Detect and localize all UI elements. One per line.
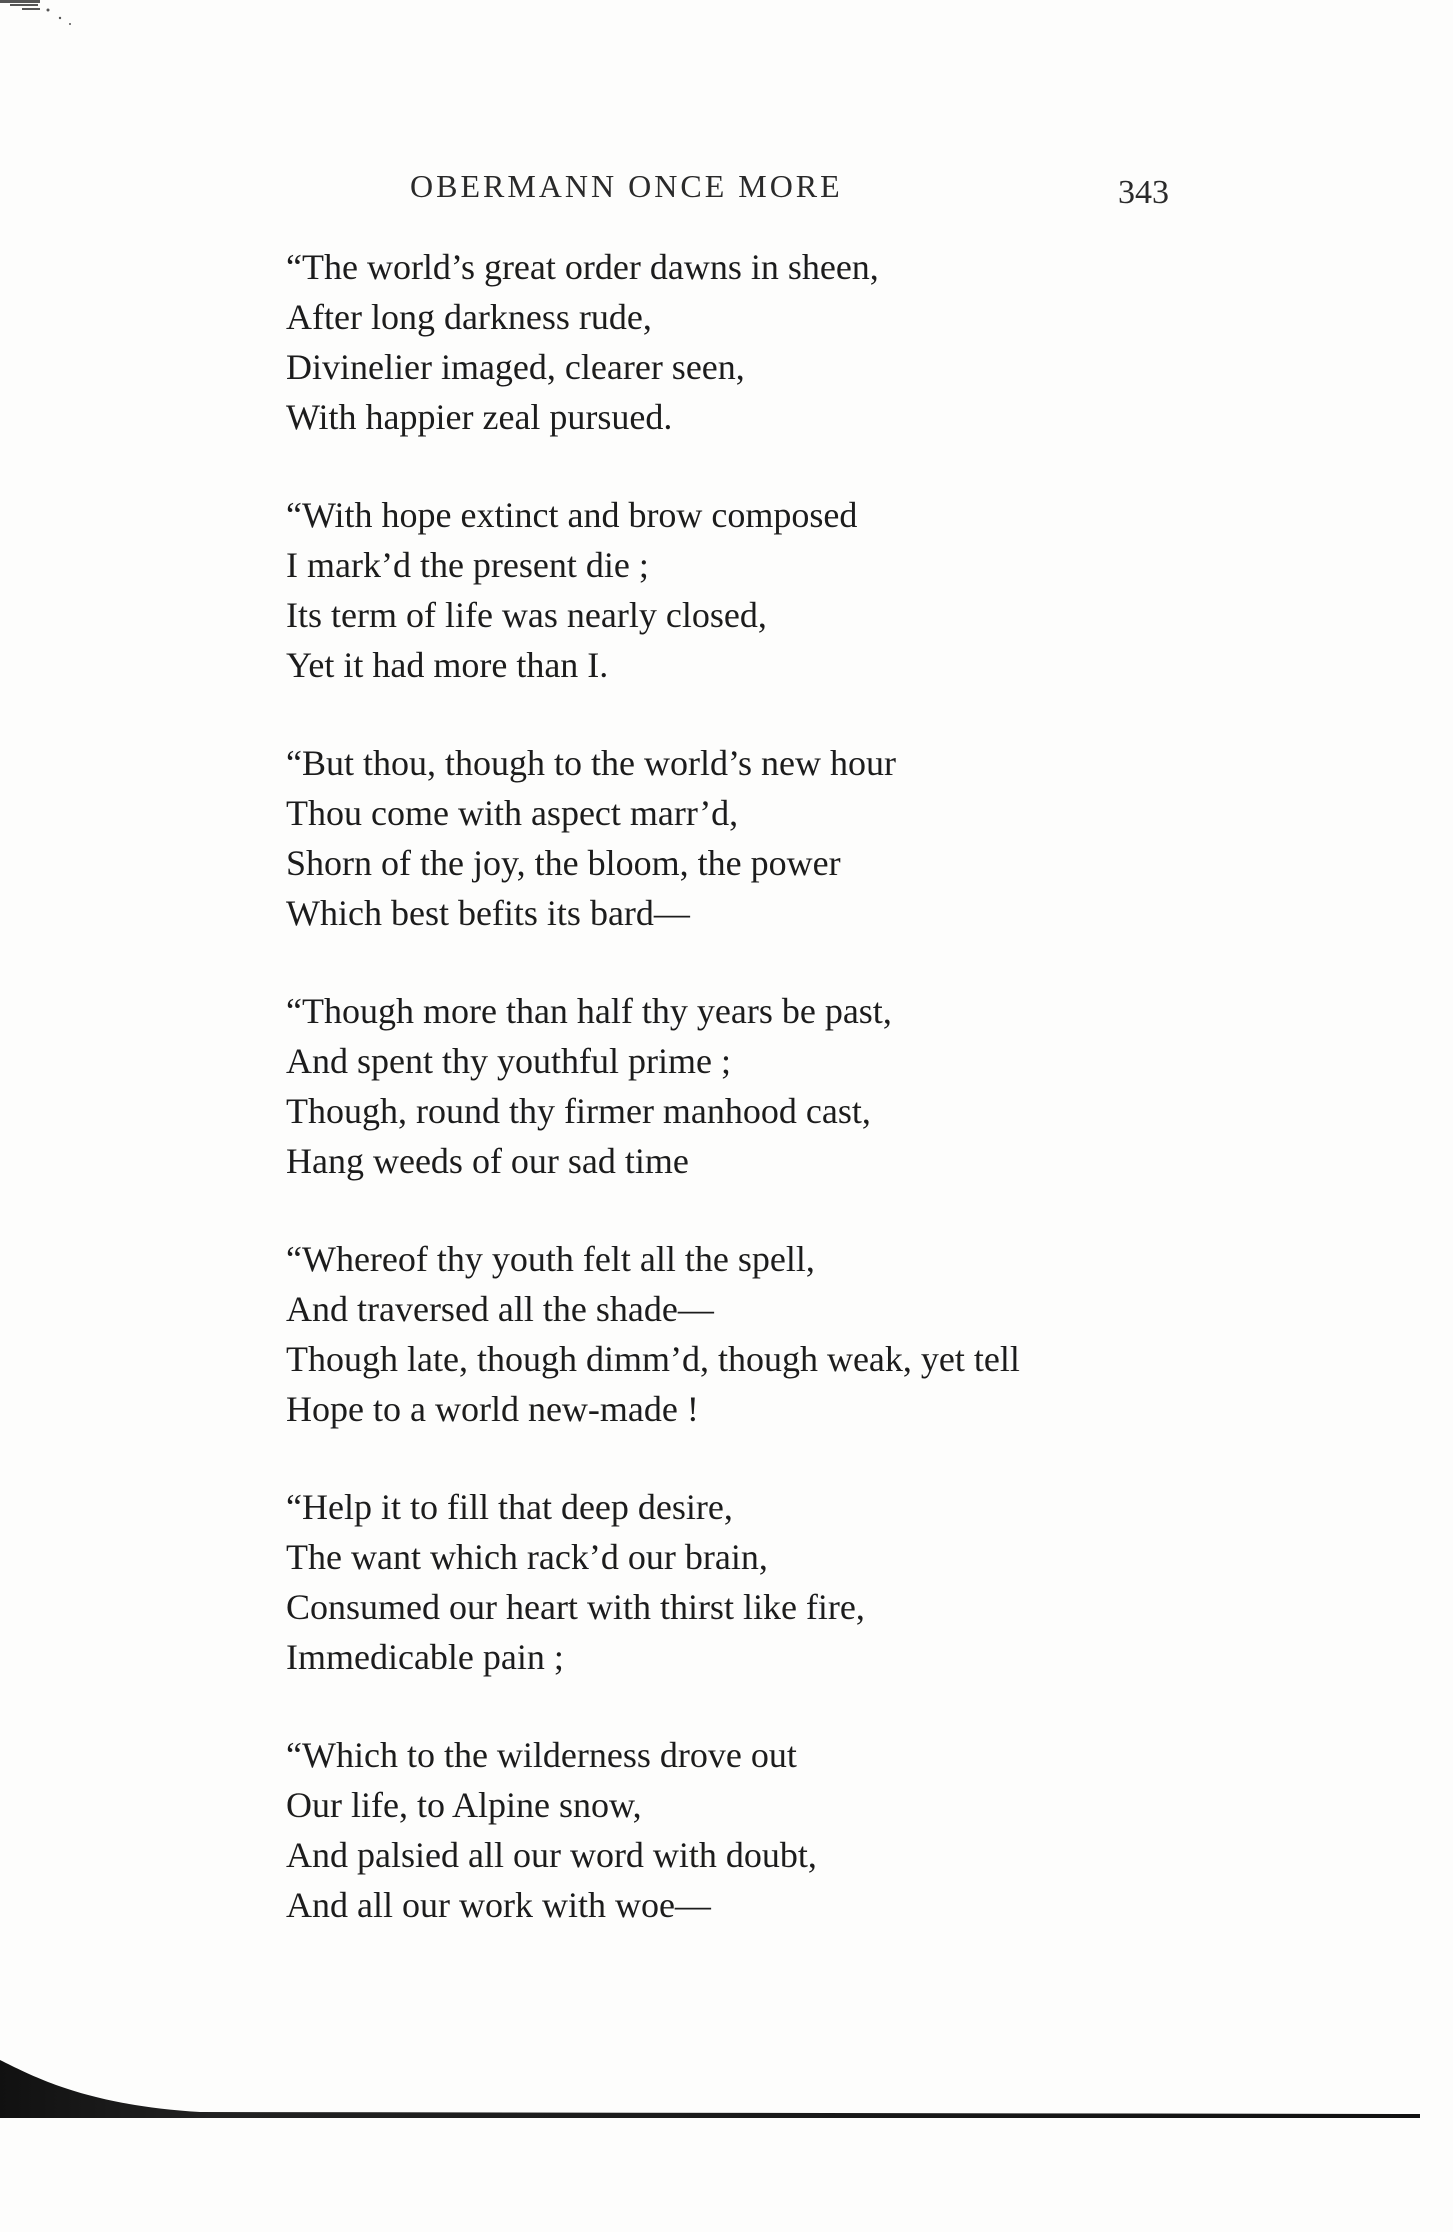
- stanza: [286, 1730, 1286, 1930]
- verse-line: I mark’d the present die ;: [286, 545, 649, 585]
- stanza: [286, 490, 1286, 690]
- verse-line: Though, round thy firmer manhood cast,: [286, 1091, 871, 1131]
- scan-edge-shadow: [0, 2060, 1420, 2120]
- verse-line: “Which to the wilderness drove out: [286, 1735, 797, 1775]
- verse-line: “The world’s great order dawns in sheen,: [286, 247, 879, 287]
- stanza: [286, 986, 1286, 1186]
- verse-line: The want which rack’d our brain,: [286, 1537, 768, 1577]
- verse-line: Consumed our heart with thirst like fire,: [286, 1587, 865, 1627]
- verse-line: Immedicable pain ;: [286, 1637, 564, 1677]
- verse-line: Our life, to Alpine snow,: [286, 1785, 642, 1825]
- verse-line: Shorn of the joy, the bloom, the power: [286, 843, 841, 883]
- verse-line: Its term of life was nearly closed,: [286, 595, 767, 635]
- verse-line: And all our work with woe—: [286, 1885, 711, 1925]
- verse-line: “Though more than half thy years be past,: [286, 991, 892, 1031]
- verse-line: And palsied all our word with doubt,: [286, 1835, 817, 1875]
- verse-line: Hang weeds of our sad time: [286, 1141, 689, 1181]
- verse-line: Though late, though dimm’d, though weak, yet tell: [286, 1339, 1020, 1379]
- verse-line: Divinelier imaged, clearer seen,: [286, 347, 745, 387]
- verse-line: “Help it to fill that deep desire,: [286, 1487, 733, 1527]
- verse-line: “But thou, though to the world’s new hour: [286, 743, 896, 783]
- verse-line: Which best befits its bard—: [286, 893, 690, 933]
- verse-line: Thou come with aspect marr’d,: [286, 793, 739, 833]
- verse-line: “Whereof thy youth felt all the spell,: [286, 1239, 815, 1279]
- stanza: [286, 242, 1286, 442]
- verse-line: Yet it had more than I.: [286, 645, 609, 685]
- verse-line: And traversed all the shade—: [286, 1289, 714, 1329]
- stanza: [286, 738, 1286, 938]
- verse-line: And spent thy youthful prime ;: [286, 1041, 731, 1081]
- running-title: OBERMANN ONCE MORE: [410, 168, 843, 204]
- stanza: [286, 1234, 1286, 1434]
- stanza: [286, 1482, 1286, 1682]
- verse-line: “With hope extinct and brow composed: [286, 495, 858, 535]
- page-number: 343: [1118, 174, 1169, 211]
- poem-body: [286, 242, 1286, 1978]
- scan-speckle: [0, 0, 120, 60]
- verse-line: Hope to a world new-made !: [286, 1389, 699, 1429]
- verse-line: With happier zeal pursued.: [286, 397, 673, 437]
- running-head: [0, 168, 1453, 218]
- verse-line: After long darkness rude,: [286, 297, 652, 337]
